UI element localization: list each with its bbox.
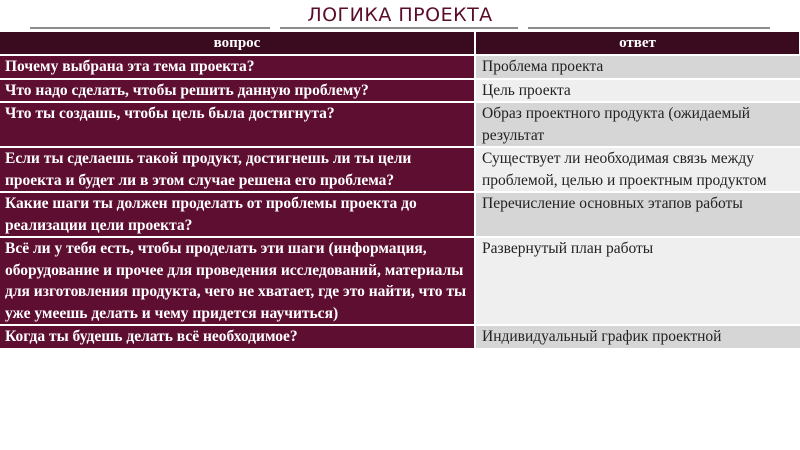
table-row <box>0 325 800 349</box>
question-cell: Если ты сделаешь такой продукт, достигнешь ли ты цели проекта и будет ли в этом случае решена его проблема? <box>0 147 475 192</box>
title-rule-right <box>528 27 770 29</box>
question-cell: Всё ли у тебя есть, чтобы проделать эти шаги (информация, оборудование и прочее для проведения исследований, материалы для изготовления продукта, чего не хватает, где это найти, что ты уже умеешь делать и чему придется научиться) <box>0 237 475 325</box>
table-header-row <box>0 32 800 55</box>
title-rule-center <box>280 27 518 29</box>
project-logic-table <box>0 32 800 350</box>
question-cell: Почему выбрана эта тема проекта? <box>0 55 475 79</box>
answer-cell: Развернутый план работы <box>475 237 800 325</box>
answer-cell: Индивидуальный график проектной <box>475 325 800 349</box>
title-rule-left <box>30 27 270 29</box>
question-cell: Какие шаги ты должен проделать от проблемы проекта до реализации цели проекта? <box>0 192 475 237</box>
answer-cell: Перечисление основных этапов работы <box>475 192 800 237</box>
answer-cell: Образ проектного продукта (ожидаемый результат <box>475 102 800 147</box>
table-row <box>0 79 800 103</box>
column-header-question: вопрос <box>0 32 475 55</box>
answer-cell: Цель проекта <box>475 79 800 103</box>
table-row <box>0 55 800 79</box>
table-row <box>0 192 800 237</box>
slide-header <box>0 0 800 32</box>
table-row <box>0 237 800 325</box>
question-cell: Когда ты будешь делать всё необходимое? <box>0 325 475 349</box>
question-cell: Что надо сделать, чтобы решить данную проблему? <box>0 79 475 103</box>
table-row <box>0 147 800 192</box>
answer-cell: Существует ли необходимая связь между проблемой, целью и проектным продуктом <box>475 147 800 192</box>
page-title: ЛОГИКА ПРОЕКТА <box>307 4 493 26</box>
column-header-answer: ответ <box>475 32 800 55</box>
answer-cell: Проблема проекта <box>475 55 800 79</box>
question-cell: Что ты создашь, чтобы цель была достигнута? <box>0 102 475 147</box>
table-row <box>0 102 800 147</box>
